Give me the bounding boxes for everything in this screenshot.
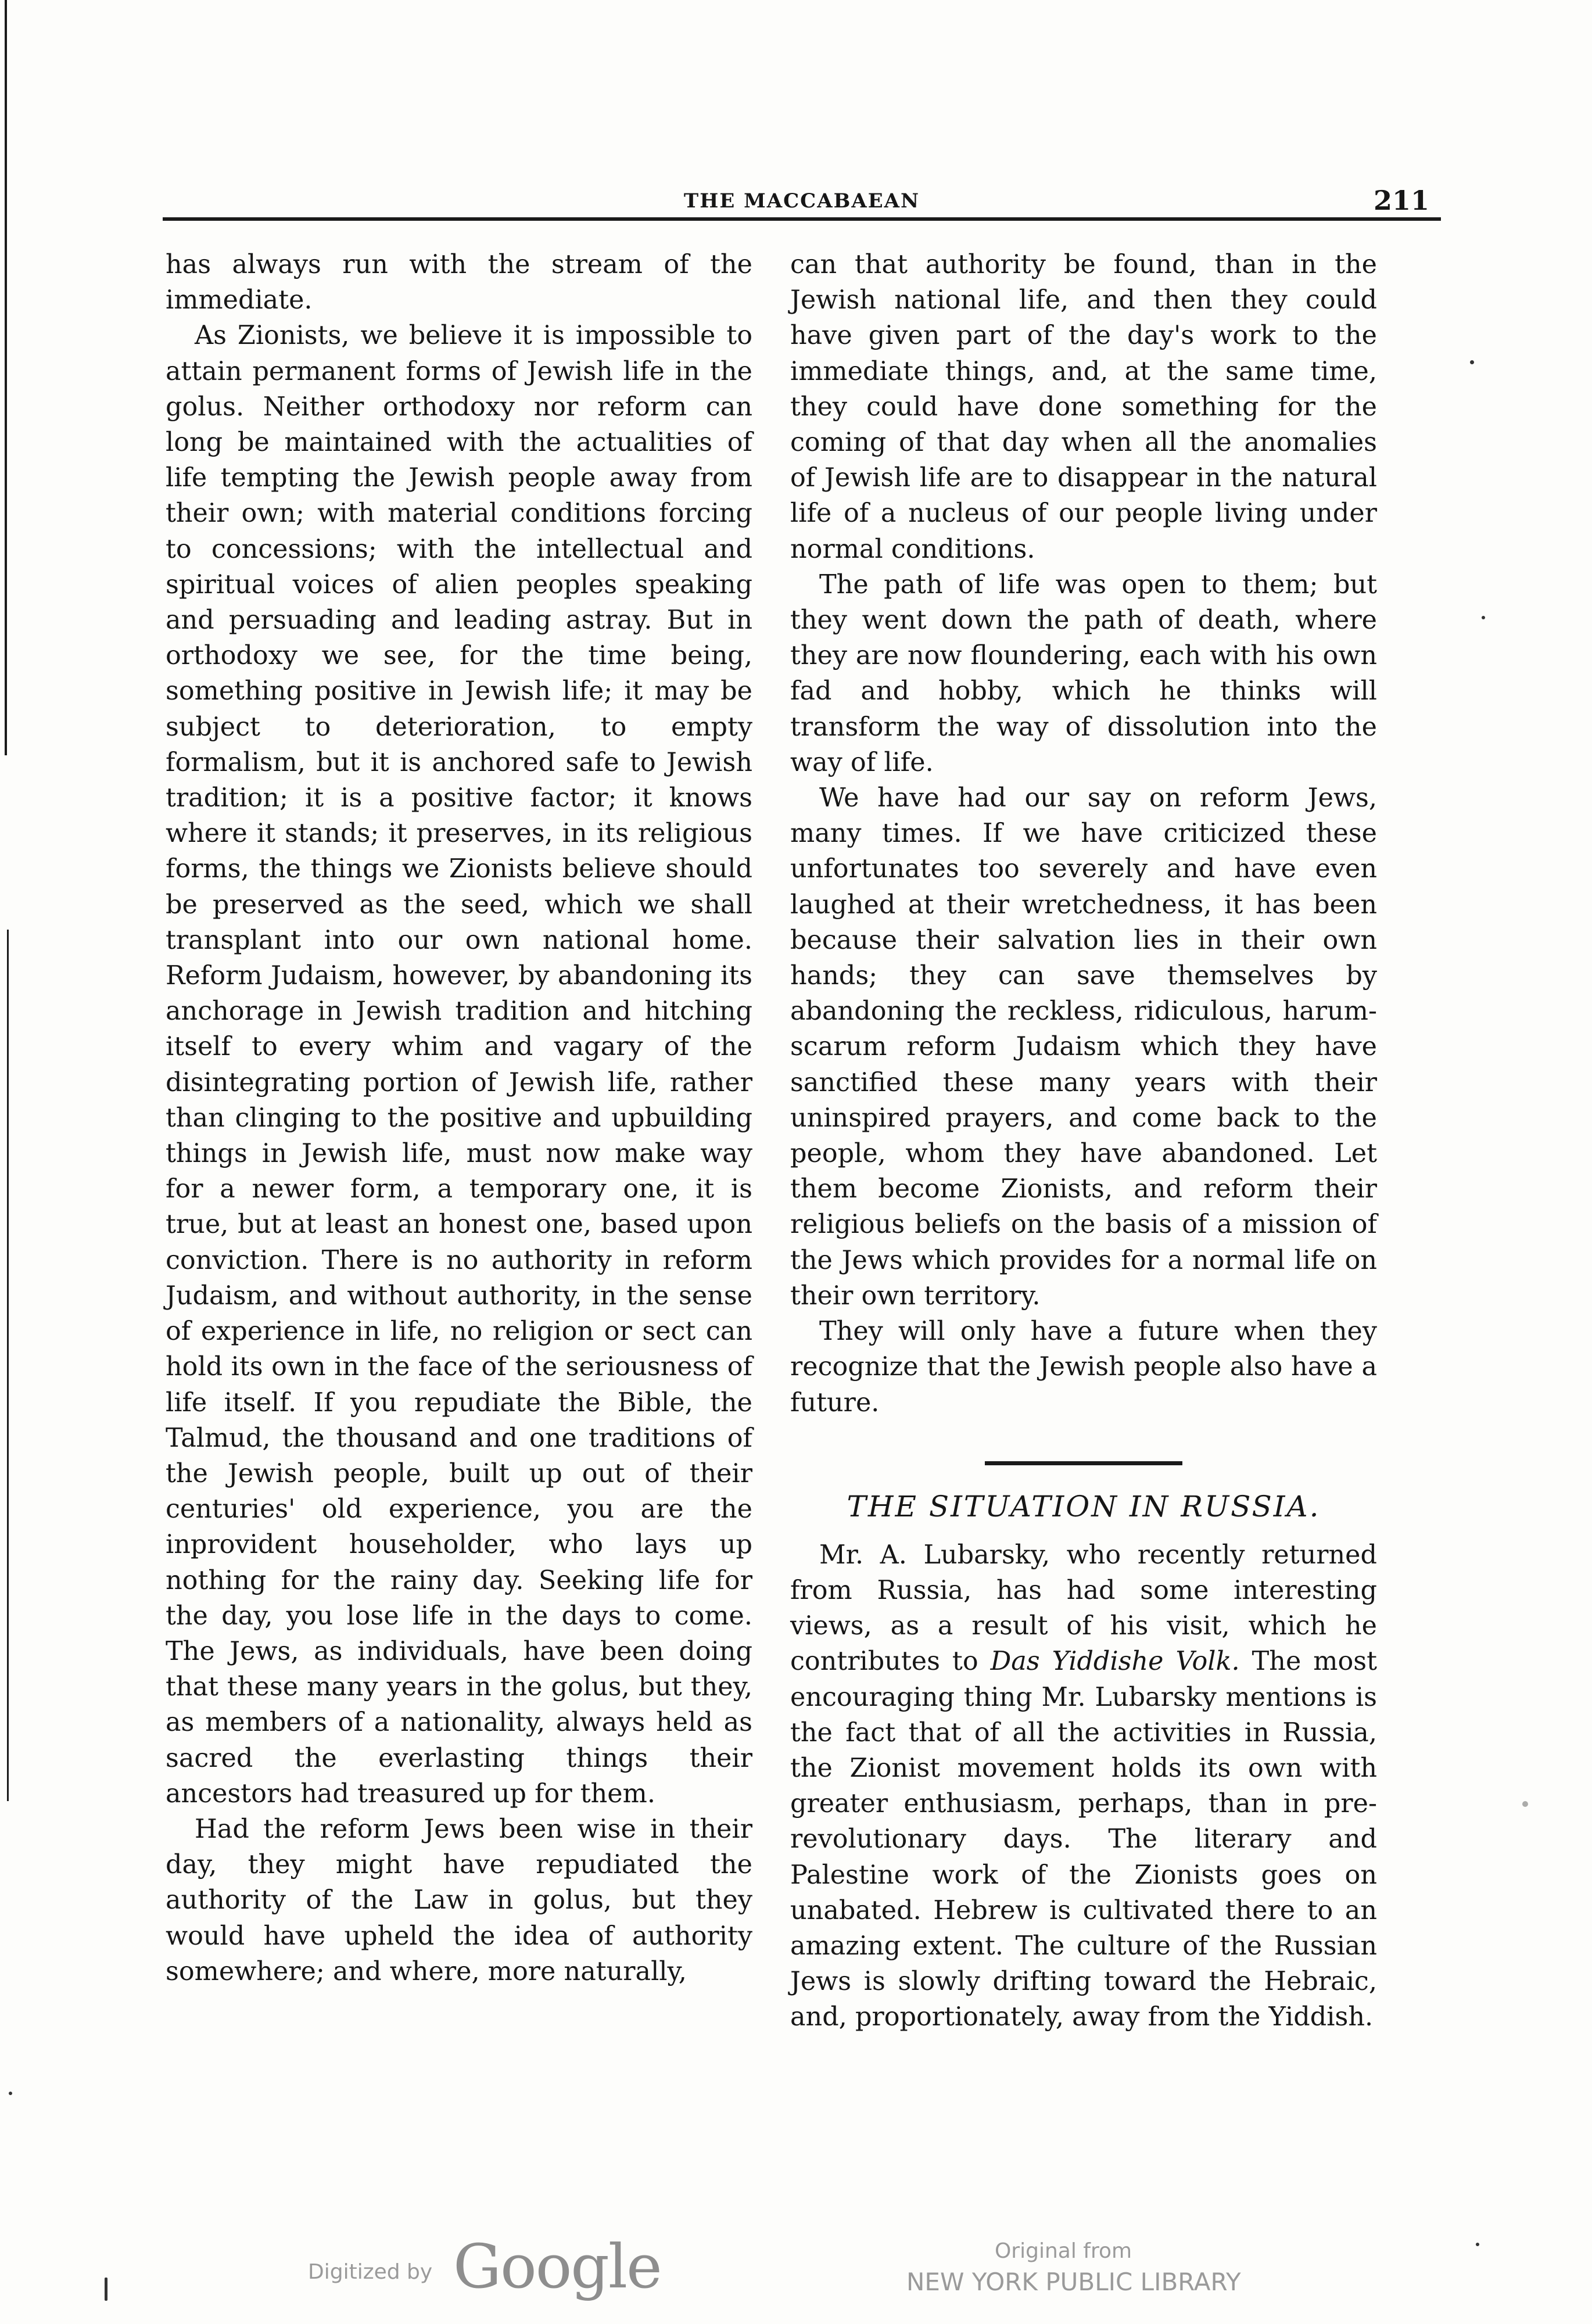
left-column — [166, 247, 752, 1989]
digitized-by-label: Digitized by — [308, 2260, 433, 2284]
paragraph: As Zionists, we believe it is impossible to attain permanent forms of Jewish life in the golus. Neither orthodoxy nor reform can long be maintained with the actualities of life tempting the Jewish people away from their own; with material conditions forcing to concessions; with the intellectual and spiritual voices of alien peoples speaking and persuading and leading astray. But in orthodoxy we see, for the time being, something positive in Jewish life; it may be subject to deterioration, to empty formalism, but it is anchored safe to Jewish tradition; it is a positive factor; it knows where it stands; it preserves, in its religious forms, the things we Zionists believe should be preserved as the seed, which we shall transplant into our own national home. Reform Judaism, however, by abandoning its anchorage in Jewish tradition and hitching itself to every whim and vagary of the disintegrating portion of Jewish life, rather than clinging to the positive and upbuilding things in Jewish life, must now make way for a newer form, a temporary one, it is true, but at least an honest one, based upon conviction. There is no authority in reform Judaism, and without authority, in the sense of experience in life, no religion or sect can hold its own in the face of the seriousness of life itself. If you repudiate the Bible, the Talmud, the thousand and one traditions of the Jewish people, built up out of their centuries' old experience, you are the inprovident householder, who lays up nothing for the rainy day. Seeking life for the day, you lose life in the days to come. The Jews, as individuals, have been doing that these many years in the golus, but they, as members of a nationality, always held as sacred the everlasting things their ancestors had treasured up for them. — [166, 321, 752, 1809]
original-from-label: Original from — [994, 2239, 1132, 2263]
paragraph: We have had our say on reform Jews, many times. If we have criticized these unfortunates too severely and have even laughed at their wretchedness, it has been because their salvation lies in their own hands; they can save themselves by abandoning the reckless, ridiculous, harum-scarum reform Judaism which they have sanctified these many years with their uninspired prayers, and come back to the people, whom they have abandoned. Let them become Zionists, and reform their religious beliefs on the basis of a mission of the Jews which provides for a normal life on their own territory. — [790, 783, 1377, 1311]
binding-edge-line — [5, 0, 7, 755]
paragraph: The path of life was open to them; but they went down the path of death, where they are now floundering, each with his own fad and hobby, which he thinks will transform the way of dissolution into the way of life. — [790, 569, 1377, 777]
paragraph: can that authority be found, than in the Jewish national life, and then they could have given part of the day's work to the immediate things, and, at the same time, they could have done something for the coming of that day when all the anomalies of Jewish life are to disappear in the natural life of a nucleus of our people living under normal conditions. — [790, 250, 1377, 564]
section-divider — [985, 1461, 1182, 1465]
section-paragraph — [790, 1537, 1377, 2035]
paragraph: has always run with the stream of the immediate. — [166, 250, 752, 315]
publication-title: Das Yiddishe Volk. — [990, 1647, 1240, 1677]
paragraph: They will only have a future when they recognize that the Jewish people also have a future. — [790, 1317, 1377, 1418]
ink-speck — [1470, 360, 1474, 364]
header-rule — [163, 217, 1441, 221]
section-text-start: Mr. A. Lubarsky, who recently returned from Russia, has had some interesting views, as a result of his visit, which he contributes to — [790, 1540, 1377, 1677]
library-watermark — [906, 2237, 1241, 2298]
section-title: THE SITUATION IN RUSSIA. — [847, 1489, 1321, 1523]
page-number: 211 — [1373, 185, 1429, 216]
ink-speck — [1476, 2243, 1479, 2246]
google-logo: Google — [453, 2231, 661, 2302]
paragraph: Had the reform Jews been wise in their day, they might have repudiated the authority of the Law in golus, but they would have upheld the idea of authority somewhere; and where, more naturally, — [166, 1814, 752, 1986]
library-name: NEW YORK PUBLIC LIBRARY — [906, 2268, 1241, 2296]
ink-speck — [9, 2092, 12, 2095]
section-text-end: The most encouraging thing Mr. Lubarsky mentions is the fact that of all the activities in Russia, the Zionist movement holds its own with greater enthusiasm, perhaps, than in pre-revolutionary days. The literary and Palestine work of the Zionists goes on unabated. Hebrew is cultivated there to an amazing extent. The culture of the Russian Jews is slowly drifting toward the Hebraic, and, proportionately, away from the Yiddish. — [790, 1647, 1377, 2032]
ink-speck — [1482, 616, 1485, 619]
right-column — [790, 247, 1377, 2035]
ink-speck — [105, 2278, 107, 2301]
running-head: THE MACCABAEAN — [683, 189, 920, 213]
ink-speck — [1522, 1801, 1528, 1807]
binding-edge-line-lower — [7, 930, 9, 1801]
page-header — [163, 185, 1441, 220]
